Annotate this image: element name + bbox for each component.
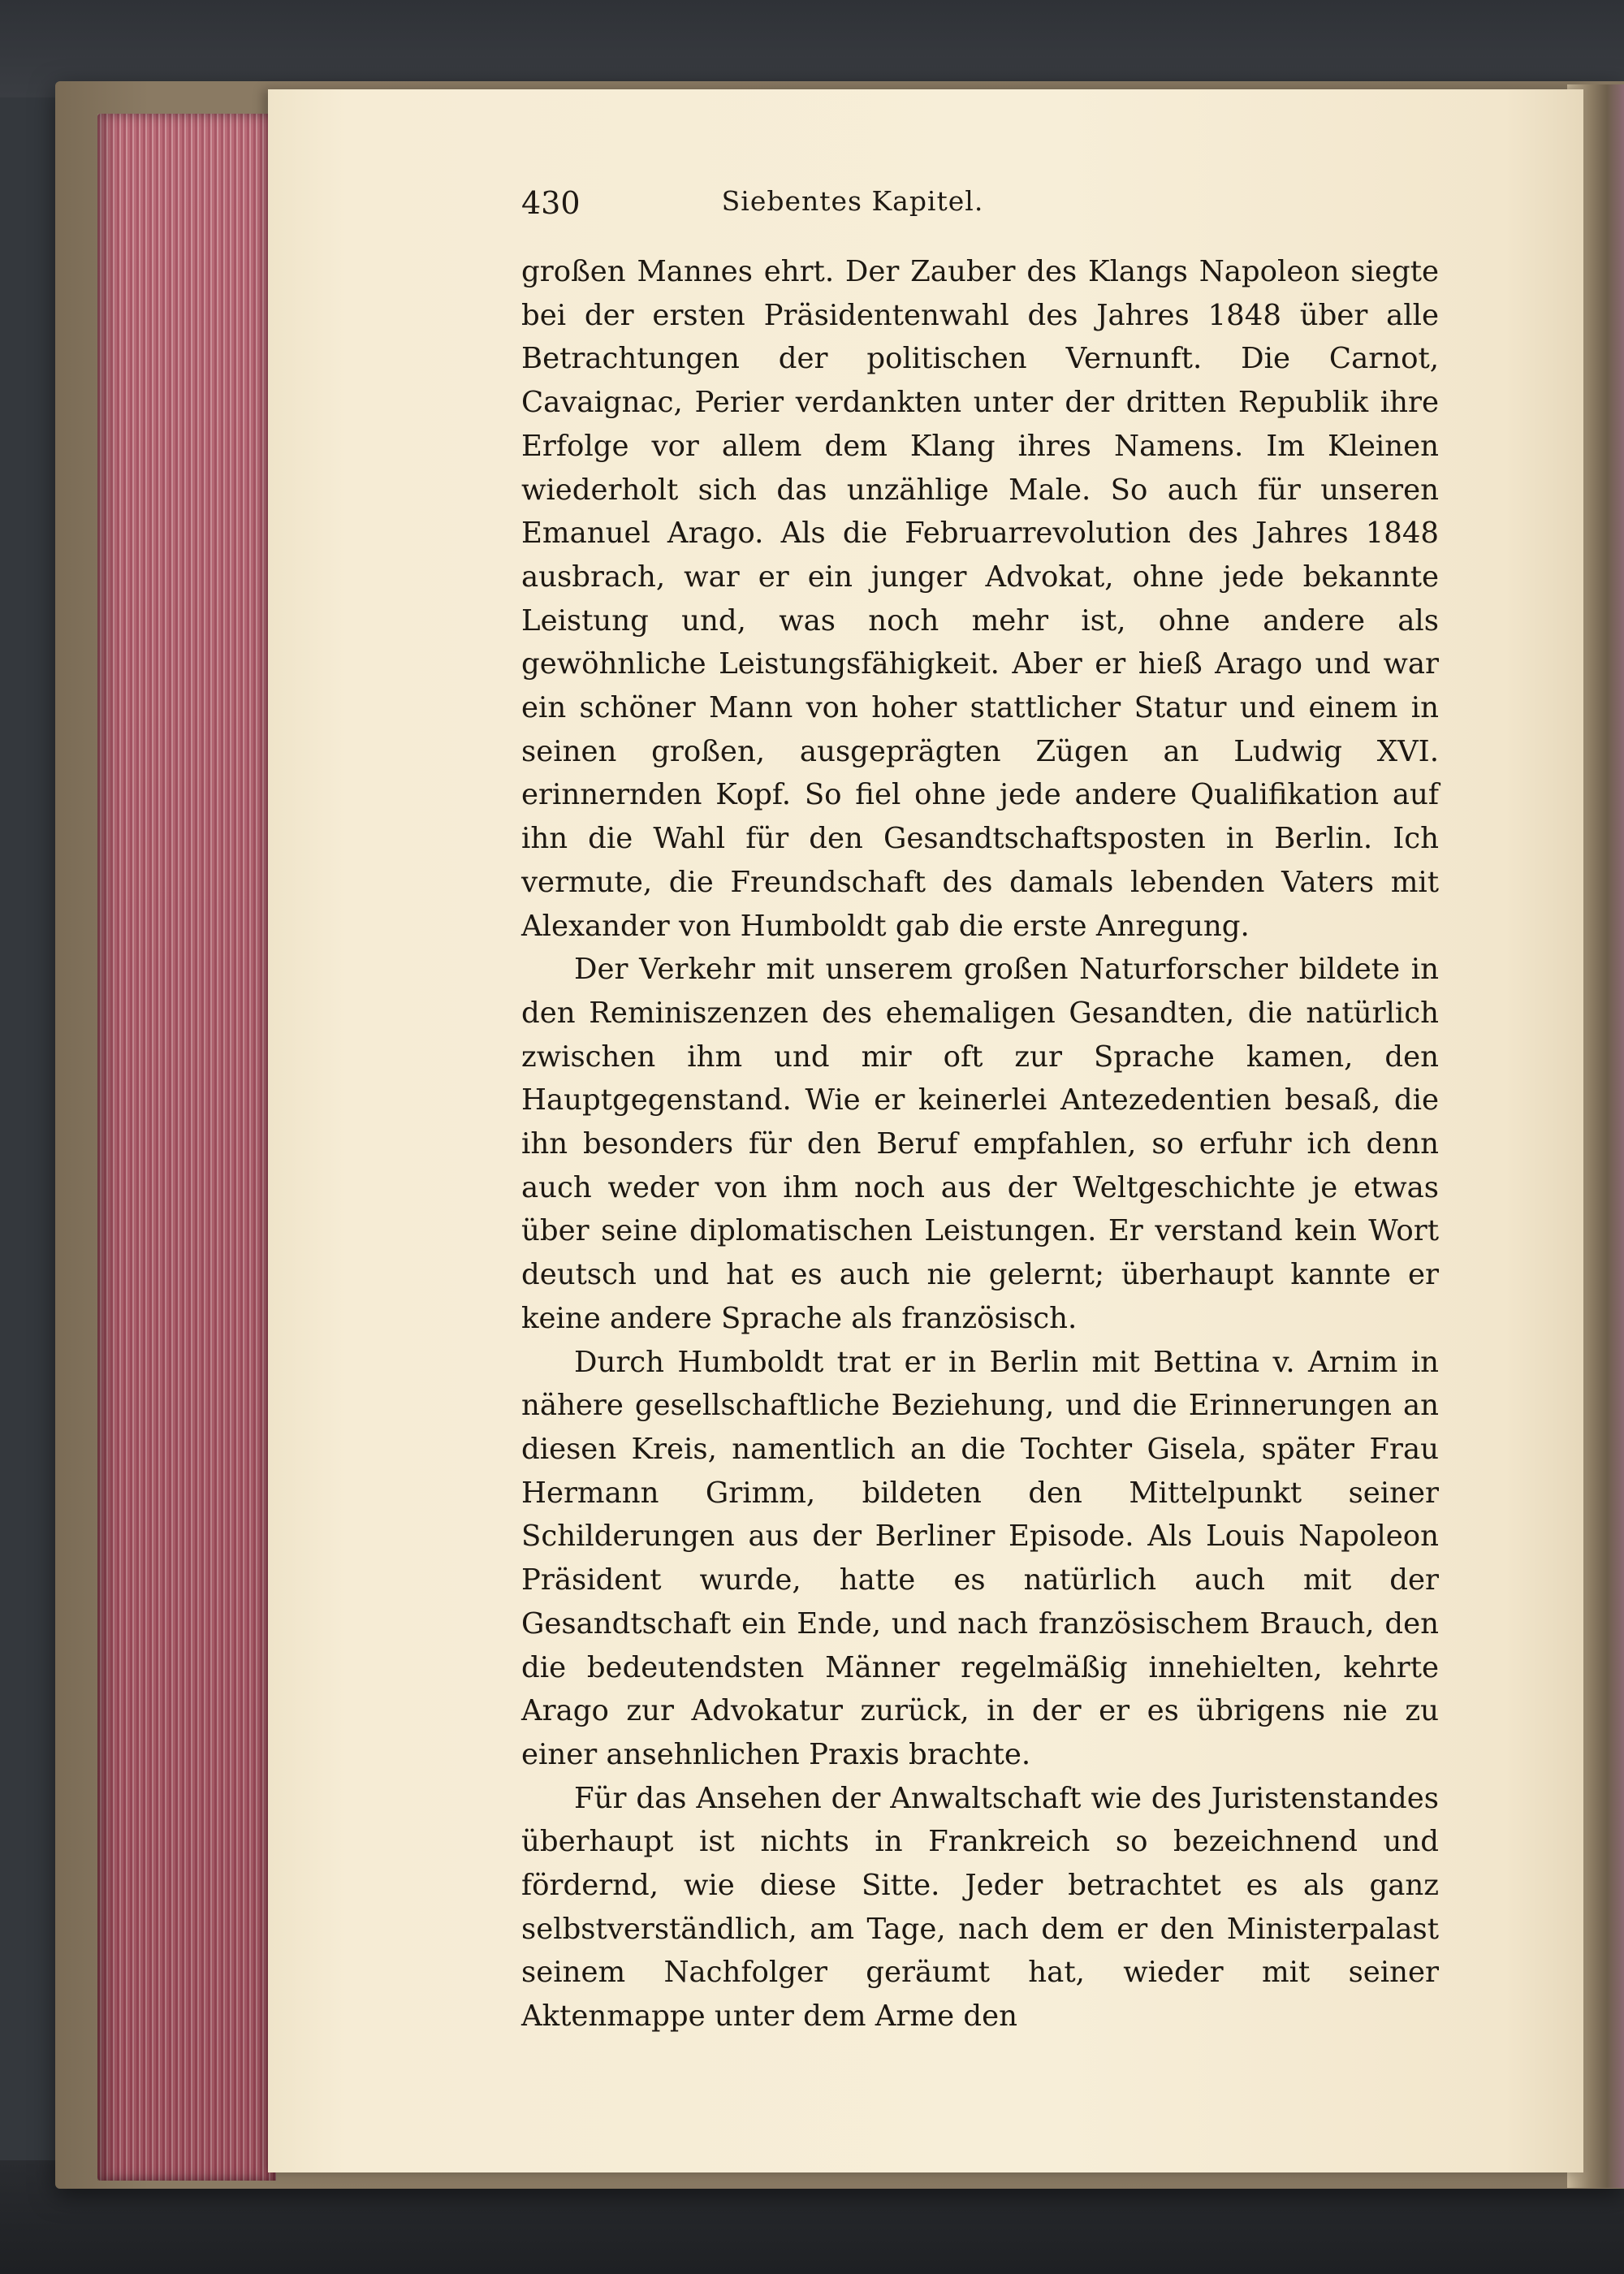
body-text xyxy=(521,250,1439,2038)
page-edges xyxy=(97,114,276,2181)
running-head xyxy=(260,185,1445,226)
page-number: 430 xyxy=(521,185,581,221)
paragraph-2: Der Verkehr mit unserem großen Naturforscher bildete in den Reminiszenzen des ehemaligen Gesandten, die natürlich zwischen ihm und mir oft zur Sprache kamen, den Hauptgegenstand. Wie er keinerlei Antezedentien besaß, die ihn besonders für den Beruf empfahlen, so erfuhr ich denn auch weder von ihm noch aus der Weltgeschichte je etwas über seine diplomatischen Leistungen. Er verstand kein Wort deutsch und hat es auch nie gelernt; überhaupt kannte er keine andere Sprache als französisch. xyxy=(521,953,1439,1335)
paragraph-4: Für das Ansehen der Anwaltschaft wie des Juristenstandes überhaupt ist nichts in Frankreich so bezeichnend und fördernd, wie diese Sitte. Jeder betrachtet es als ganz selbstverständlich, am Tage, nach dem er den Ministerpalast seinem Nachfolger geräumt hat, wieder mit seiner Aktenmappe unter dem Arme den xyxy=(521,1781,1439,2034)
chapter-title: Siebentes Kapitel. xyxy=(721,185,984,217)
paragraph-1: großen Mannes ehrt. Der Zauber des Klangs Napoleon siegte bei der ersten Präsidentenwahl des Jahres 1848 über alle Betrachtungen der politischen Vernunft. Die Carnot, Cavaignac, Perier verdankten unter der dritten Republik ihre Erfolge vor allem dem Klang ihres Namens. Im Kleinen wiederholt sich das unzählige Male. So auch für unseren Emanuel Arago. Als die Februarrevolution des Jahres 1848 ausbrach, war er ein junger Advokat, ohne jede bekannte Leistung und, was noch mehr ist, ohne andere als gewöhnliche Leistungsfähigkeit. Aber er hieß Arago und war ein schöner Mann von hoher stattlicher Statur und einem in seinen großen, ausgeprägten Zügen an Ludwig XVI. erinnernden Kopf. So fiel ohne jede andere Qualifikation auf ihn die Wahl für den Gesandtschaftsposten in Berlin. Ich vermute, die Freundschaft des damals lebenden Vaters mit Alexander von Humboldt gab die erste Anregung. xyxy=(521,255,1439,943)
paragraph-3: Durch Humboldt trat er in Berlin mit Bettina v. Arnim in nähere gesellschaftliche Beziehung, und die Erinnerungen an diesen Kreis, namentlich an die Tochter Gisela, später Frau Hermann Grimm, bildeten den Mittelpunkt seiner Schilderungen aus der Berliner Episode. Als Louis Napoleon Präsident wurde, hatte es natürlich auch mit der Gesandtschaft ein Ende, und nach französischem Brauch, den die bedeutendsten Männer regelmäßig innehielten, kehrte Arago zur Advokatur zurück, in der er es übrigens nie zu einer ansehnlichen Praxis brachte. xyxy=(521,1345,1439,1771)
